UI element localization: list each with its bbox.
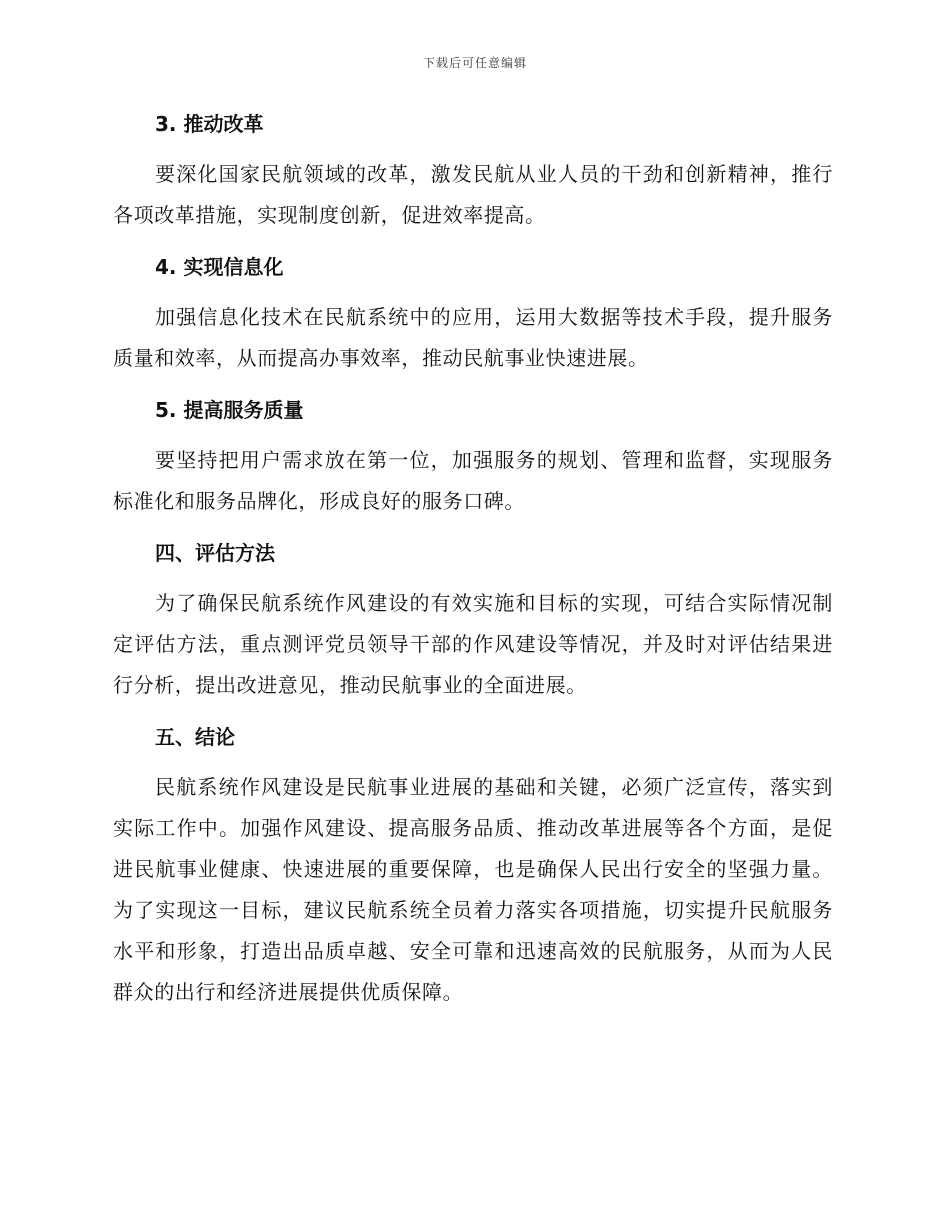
section-heading-informatization: 4. 实现信息化 (155, 255, 284, 279)
section-paragraph-reform: 要深化国家民航领域的改革，激发民航从业人员的干劲和创新精神，推行各项改革措施，实现制度创新，促进效率提高。 (113, 162, 833, 227)
section-paragraph-conclusion: 民航系统作风建设是民航事业进展的基础和关键，必须广泛宣传，落实到实际工作中。加强作风建设、提高服务品质、推动改革进展等各个方面，是促进民航事业健康、快速进展的重要保障，也是确保人民出行安全的坚强力量。为了实现这一目标，建议民航系统全员着力落实各项措施，切实提升民航服务水平和形象，打造出品质卓越、安全可靠和迅速高效的民航服务，从而为人民群众的出行和经济进展提供优质保障。 (113, 775, 833, 1004)
document-body (113, 104, 833, 1024)
section-heading-reform: 3. 推动改革 (155, 112, 264, 136)
section-heading-conclusion: 五、结论 (155, 725, 235, 749)
section-paragraph-service-quality: 要坚持把用户需求放在第一位，加强服务的规划、管理和监督，实现服务标准化和服务品牌化，形成良好的服务口碑。 (113, 448, 833, 513)
section-paragraph-evaluation: 为了确保民航系统作风建设的有效实施和目标的实现，可结合实际情况制定评估方法，重点测评党员领导干部的作风建设等情况，并及时对评估结果进行分析，提出改进意见，推动民航事业的全面进展。 (113, 591, 833, 697)
section-heading-service-quality: 5. 提高服务质量 (155, 398, 304, 422)
page-header-note: 下载后可任意编辑 (422, 56, 527, 70)
section-heading-evaluation: 四、评估方法 (155, 541, 275, 565)
section-paragraph-informatization: 加强信息化技术在民航系统中的应用，运用大数据等技术手段，提升服务质量和效率，从而提高办事效率，推动民航事业快速进展。 (113, 305, 833, 370)
